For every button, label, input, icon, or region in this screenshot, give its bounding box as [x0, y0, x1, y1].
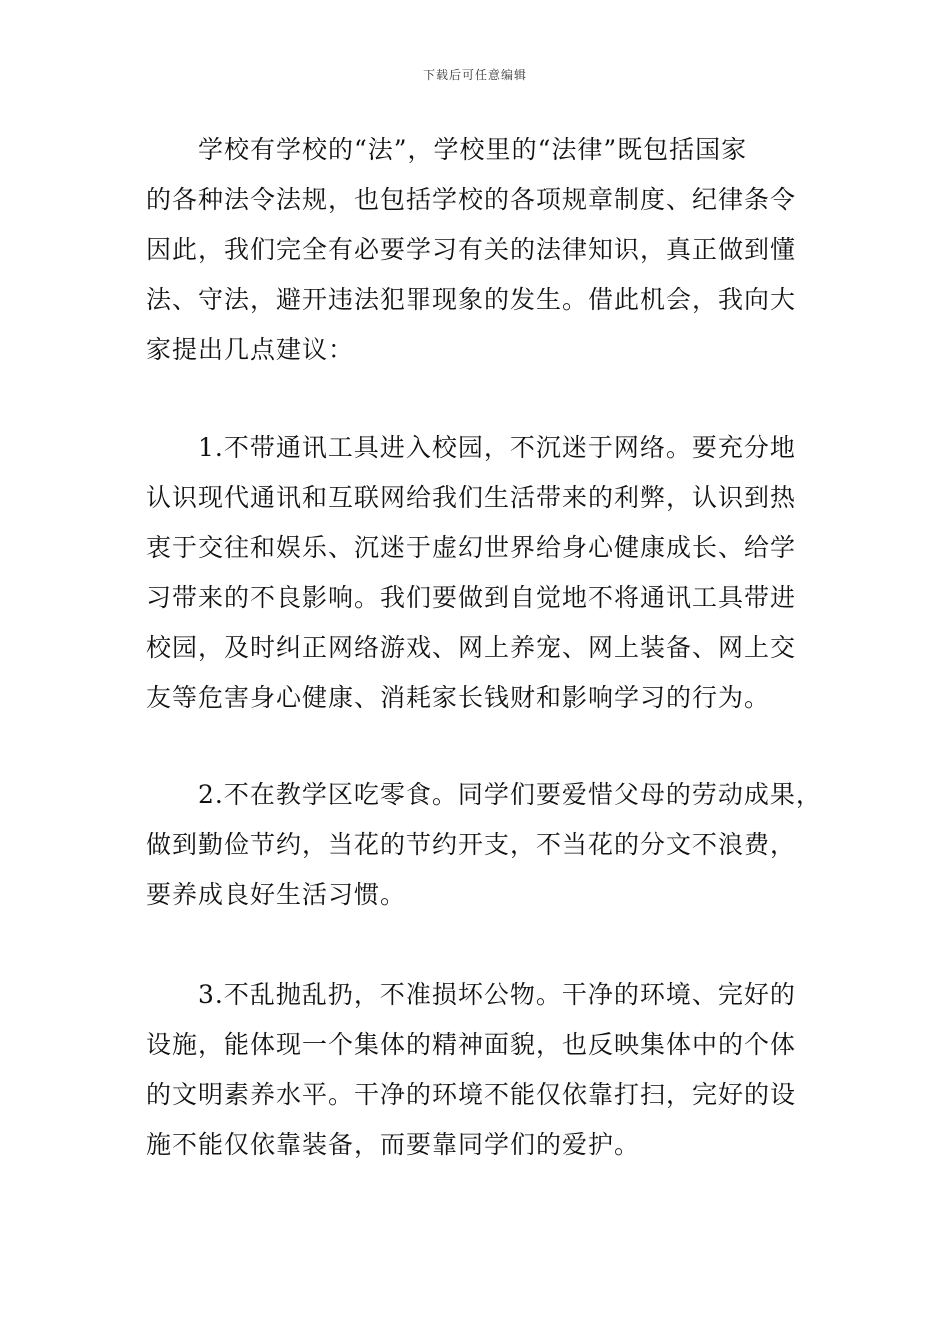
paragraph-line: 认识现代通讯和互联网给我们生活带来的利弊，认识到热 — [146, 483, 797, 512]
paragraph-intro — [146, 125, 810, 375]
paragraph-suggestion-3 — [146, 970, 810, 1170]
paragraph-line: 的文明素养水平。干净的环境不能仅依靠打扫，完好的设 — [146, 1080, 797, 1109]
paragraph-line: 家提出几点建议： — [146, 335, 355, 364]
paragraph-line: 法、守法，避开违法犯罪现象的发生。借此机会，我向大 — [146, 285, 797, 314]
header-note: 下载后可任意编辑 — [422, 68, 527, 82]
paragraph-line: 友等危害身心健康、消耗家长钱财和影响学习的行为。 — [146, 683, 771, 712]
paragraph-line: 习带来的不良影响。我们要做到自觉地不将通讯工具带进 — [146, 583, 797, 612]
paragraph-line: 校园，及时纠正网络游戏、网上养宠、网上装备、网上交 — [146, 633, 797, 662]
paragraph-line: 衷于交往和娱乐、沉迷于虚幻世界给身心健康成长、给学 — [146, 533, 797, 562]
paragraph-line: 3.不乱抛乱扔，不准损坏公物。干净的环境、完好的 — [198, 980, 796, 1009]
paragraph-line: 做到勤俭节约，当花的节约开支，不当花的分文不浪费， — [146, 830, 797, 859]
paragraph-suggestion-2 — [146, 770, 822, 920]
paragraph-line: 2.不在教学区吃零食。同学们要爱惜父母的劳动成果， — [198, 780, 822, 809]
paragraph-line: 施不能仅依靠装备，而要靠同学们的爱护。 — [146, 1130, 641, 1159]
paragraph-line: 要养成良好生活习惯。 — [146, 880, 407, 909]
paragraph-line: 因此，我们完全有必要学习有关的法律知识，真正做到懂 — [146, 235, 797, 264]
paragraph-suggestion-1 — [146, 423, 810, 723]
paragraph-line: 学校有学校的“法”，学校里的“法律”既包括国家 — [198, 135, 748, 164]
paragraph-line: 设施，能体现一个集体的精神面貌，也反映集体中的个体 — [146, 1030, 797, 1059]
paragraph-line: 的各种法令法规，也包括学校的各项规章制度、纪律条令 — [146, 185, 797, 214]
paragraph-line: 1.不带通讯工具进入校园，不沉迷于网络。要充分地 — [198, 433, 796, 462]
